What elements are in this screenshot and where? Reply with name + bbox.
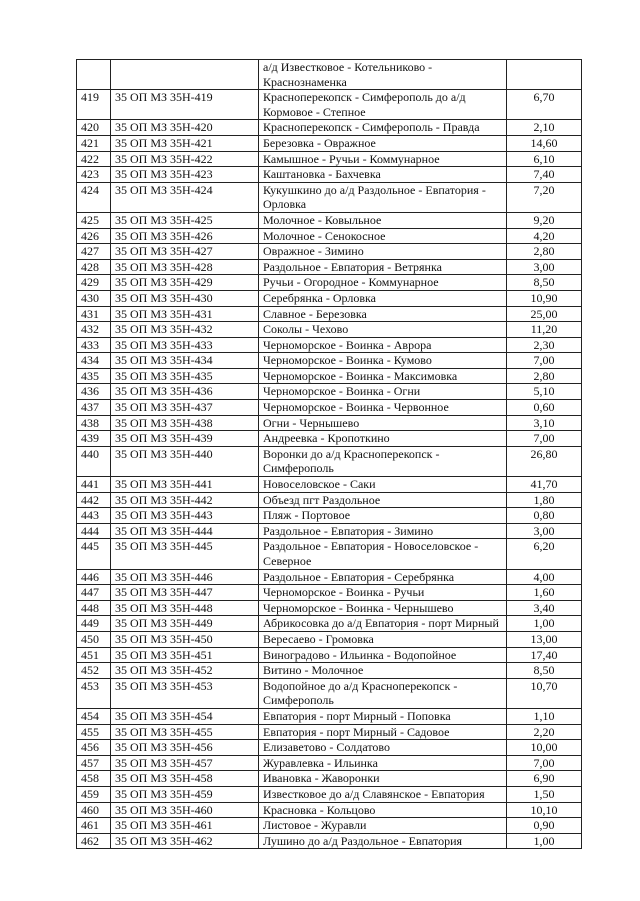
- road-name-cell: Виноградово - Ильинка - Водопойное: [259, 647, 507, 663]
- road-length-cell: 3,40: [507, 600, 582, 616]
- row-number-cell: 439: [77, 431, 111, 447]
- table-row: [77, 368, 582, 384]
- row-number-cell: 432: [77, 322, 111, 338]
- table-row: [77, 431, 582, 447]
- table-row: [77, 523, 582, 539]
- road-code-cell: 35 ОП МЗ 35Н-453: [111, 678, 259, 708]
- road-code-cell: 35 ОП МЗ 35Н-447: [111, 585, 259, 601]
- road-code-cell: 35 ОП МЗ 35Н-438: [111, 415, 259, 431]
- row-number-cell: 441: [77, 477, 111, 493]
- road-code-cell: 35 ОП МЗ 35Н-440: [111, 446, 259, 476]
- road-code-cell: 35 ОП МЗ 35Н-428: [111, 259, 259, 275]
- road-name-cell: Молочное - Сенокосное: [259, 228, 507, 244]
- row-number-cell: 425: [77, 212, 111, 228]
- road-name-cell: Новоселовское - Саки: [259, 477, 507, 493]
- table-row: [77, 90, 582, 120]
- road-code-cell: 35 ОП МЗ 35Н-451: [111, 647, 259, 663]
- road-length-cell: 10,70: [507, 678, 582, 708]
- row-number-cell: 440: [77, 446, 111, 476]
- road-length-cell: 5,10: [507, 384, 582, 400]
- table-row: [77, 477, 582, 493]
- row-number-cell: 457: [77, 755, 111, 771]
- road-length-cell: 10,10: [507, 802, 582, 818]
- road-length-cell: 8,50: [507, 275, 582, 291]
- table-row: [77, 337, 582, 353]
- table-row: [77, 135, 582, 151]
- row-number-cell: 454: [77, 708, 111, 724]
- table-row: [77, 616, 582, 632]
- row-number-cell: 447: [77, 585, 111, 601]
- table-row: [77, 384, 582, 400]
- road-name-cell: Черноморское - Воинка - Кумово: [259, 353, 507, 369]
- row-number-cell: 420: [77, 120, 111, 136]
- road-length-cell: 0,80: [507, 508, 582, 524]
- table-row: [77, 708, 582, 724]
- road-name-cell: Огни - Чернышево: [259, 415, 507, 431]
- table-row: [77, 647, 582, 663]
- table-row: [77, 569, 582, 585]
- table-row: [77, 818, 582, 834]
- road-code-cell: 35 ОП МЗ 35Н-431: [111, 306, 259, 322]
- row-number-cell: 434: [77, 353, 111, 369]
- road-name-cell: Красновка - Кольцово: [259, 802, 507, 818]
- road-name-cell: Серебрянка - Орловка: [259, 290, 507, 306]
- road-length-cell: 7,00: [507, 755, 582, 771]
- table-row: [77, 678, 582, 708]
- road-length-cell: 7,00: [507, 431, 582, 447]
- road-name-cell: Камышное - Ручьи - Коммунарное: [259, 151, 507, 167]
- table-row: [77, 446, 582, 476]
- road-length-cell: 4,00: [507, 569, 582, 585]
- road-code-cell: 35 ОП МЗ 35Н-426: [111, 228, 259, 244]
- row-number-cell: 455: [77, 724, 111, 740]
- row-number-cell: 453: [77, 678, 111, 708]
- table-row: [77, 182, 582, 212]
- table-row: [77, 275, 582, 291]
- row-number-cell: 450: [77, 631, 111, 647]
- road-code-cell: 35 ОП МЗ 35Н-445: [111, 539, 259, 569]
- row-number-cell: 445: [77, 539, 111, 569]
- row-number-cell: [77, 60, 111, 90]
- road-name-cell: Евпатория - порт Мирный - Поповка: [259, 708, 507, 724]
- road-name-cell: Журавлевка - Ильинка: [259, 755, 507, 771]
- road-length-cell: 0,60: [507, 400, 582, 416]
- row-number-cell: 446: [77, 569, 111, 585]
- table-row: [77, 539, 582, 569]
- row-number-cell: 436: [77, 384, 111, 400]
- road-name-cell: Черноморское - Воинка - Максимовка: [259, 368, 507, 384]
- road-name-cell: Листовое - Журавли: [259, 818, 507, 834]
- road-code-cell: 35 ОП МЗ 35Н-459: [111, 786, 259, 802]
- road-name-cell: Елизаветово - Солдатово: [259, 740, 507, 756]
- road-name-cell: Раздольное - Евпатория - Серебрянка: [259, 569, 507, 585]
- table-row: [77, 786, 582, 802]
- road-length-cell: 0,90: [507, 818, 582, 834]
- row-number-cell: 448: [77, 600, 111, 616]
- road-name-cell: Черноморское - Воинка - Червонное: [259, 400, 507, 416]
- road-code-cell: 35 ОП МЗ 35Н-437: [111, 400, 259, 416]
- road-length-cell: 1,00: [507, 616, 582, 632]
- road-name-cell: Объезд пгт Раздольное: [259, 492, 507, 508]
- table-row: [77, 400, 582, 416]
- table-row: [77, 663, 582, 679]
- road-code-cell: 35 ОП МЗ 35Н-455: [111, 724, 259, 740]
- road-name-cell: Ручьи - Огородное - Коммунарное: [259, 275, 507, 291]
- row-number-cell: 462: [77, 833, 111, 849]
- road-length-cell: 41,70: [507, 477, 582, 493]
- road-length-cell: 1,80: [507, 492, 582, 508]
- road-length-cell: 1,50: [507, 786, 582, 802]
- table-row: [77, 322, 582, 338]
- road-name-cell: Красноперекопск - Симферополь - Правда: [259, 120, 507, 136]
- row-number-cell: 437: [77, 400, 111, 416]
- table-row: [77, 353, 582, 369]
- road-length-cell: 3,10: [507, 415, 582, 431]
- row-number-cell: 428: [77, 259, 111, 275]
- road-code-cell: 35 ОП МЗ 35Н-456: [111, 740, 259, 756]
- road-length-cell: 8,50: [507, 663, 582, 679]
- road-name-cell: Черноморское - Воинка - Огни: [259, 384, 507, 400]
- row-number-cell: 429: [77, 275, 111, 291]
- road-length-cell: 7,40: [507, 167, 582, 183]
- road-name-cell: Вересаево - Громовка: [259, 631, 507, 647]
- road-code-cell: 35 ОП МЗ 35Н-450: [111, 631, 259, 647]
- row-number-cell: 442: [77, 492, 111, 508]
- row-number-cell: 456: [77, 740, 111, 756]
- table-row: [77, 167, 582, 183]
- road-code-cell: 35 ОП МЗ 35Н-432: [111, 322, 259, 338]
- row-number-cell: 460: [77, 802, 111, 818]
- table-row: [77, 415, 582, 431]
- road-length-cell: 6,90: [507, 771, 582, 787]
- road-length-cell: 2,10: [507, 120, 582, 136]
- road-code-cell: 35 ОП МЗ 35Н-443: [111, 508, 259, 524]
- road-name-cell: Красноперекопск - Симферополь до а/д Кормовое - Степное: [259, 90, 507, 120]
- road-code-cell: 35 ОП МЗ 35Н-461: [111, 818, 259, 834]
- road-length-cell: 26,80: [507, 446, 582, 476]
- road-code-cell: 35 ОП МЗ 35Н-419: [111, 90, 259, 120]
- row-number-cell: 449: [77, 616, 111, 632]
- road-name-cell: Лушино до а/д Раздольное - Евпатория: [259, 833, 507, 849]
- row-number-cell: 444: [77, 523, 111, 539]
- road-code-cell: 35 ОП МЗ 35Н-446: [111, 569, 259, 585]
- road-name-cell: Ивановка - Жаворонки: [259, 771, 507, 787]
- road-name-cell: Раздольное - Евпатория - Ветрянка: [259, 259, 507, 275]
- road-name-cell: Абрикосовка до а/д Евпатория - порт Мирный: [259, 616, 507, 632]
- road-code-cell: 35 ОП МЗ 35Н-424: [111, 182, 259, 212]
- road-length-cell: 9,20: [507, 212, 582, 228]
- row-number-cell: 435: [77, 368, 111, 384]
- table-row: [77, 212, 582, 228]
- row-number-cell: 424: [77, 182, 111, 212]
- road-length-cell: 14,60: [507, 135, 582, 151]
- road-code-cell: 35 ОП МЗ 35Н-433: [111, 337, 259, 353]
- road-name-cell: Известковое до а/д Славянское - Евпатория: [259, 786, 507, 802]
- road-code-cell: 35 ОП МЗ 35Н-430: [111, 290, 259, 306]
- row-number-cell: 423: [77, 167, 111, 183]
- road-name-cell: Молочное - Ковыльное: [259, 212, 507, 228]
- table-row: [77, 120, 582, 136]
- road-code-cell: 35 ОП МЗ 35Н-457: [111, 755, 259, 771]
- road-code-cell: 35 ОП МЗ 35Н-427: [111, 244, 259, 260]
- road-length-cell: 1,60: [507, 585, 582, 601]
- roads-table: [76, 59, 582, 849]
- road-length-cell: 6,10: [507, 151, 582, 167]
- road-length-cell: 1,10: [507, 708, 582, 724]
- road-length-cell: 3,00: [507, 523, 582, 539]
- road-length-cell: 4,20: [507, 228, 582, 244]
- road-code-cell: 35 ОП МЗ 35Н-439: [111, 431, 259, 447]
- road-name-cell: Соколы - Чехово: [259, 322, 507, 338]
- table-row: [77, 60, 582, 90]
- road-name-cell: Черноморское - Воинка - Аврора: [259, 337, 507, 353]
- road-code-cell: 35 ОП МЗ 35Н-452: [111, 663, 259, 679]
- road-length-cell: 3,00: [507, 259, 582, 275]
- table-row: [77, 740, 582, 756]
- table-row: [77, 631, 582, 647]
- road-name-cell: Черноморское - Воинка - Чернышево: [259, 600, 507, 616]
- road-length-cell: 1,00: [507, 833, 582, 849]
- road-code-cell: 35 ОП МЗ 35Н-454: [111, 708, 259, 724]
- road-length-cell: 13,00: [507, 631, 582, 647]
- row-number-cell: 452: [77, 663, 111, 679]
- road-code-cell: 35 ОП МЗ 35Н-442: [111, 492, 259, 508]
- table-row: [77, 802, 582, 818]
- row-number-cell: 422: [77, 151, 111, 167]
- road-name-cell: Витино - Молочное: [259, 663, 507, 679]
- road-code-cell: 35 ОП МЗ 35Н-423: [111, 167, 259, 183]
- roads-table-body: [77, 60, 582, 849]
- row-number-cell: 421: [77, 135, 111, 151]
- table-row: [77, 492, 582, 508]
- road-code-cell: 35 ОП МЗ 35Н-420: [111, 120, 259, 136]
- table-row: [77, 755, 582, 771]
- road-name-cell: Овражное - Зимино: [259, 244, 507, 260]
- road-code-cell: 35 ОП МЗ 35Н-449: [111, 616, 259, 632]
- road-name-cell: Андреевка - Кропоткино: [259, 431, 507, 447]
- table-row: [77, 585, 582, 601]
- road-code-cell: [111, 60, 259, 90]
- road-length-cell: 2,80: [507, 368, 582, 384]
- road-name-cell: Раздольное - Евпатория - Новоселовское - Северное: [259, 539, 507, 569]
- row-number-cell: 430: [77, 290, 111, 306]
- road-length-cell: 17,40: [507, 647, 582, 663]
- road-code-cell: 35 ОП МЗ 35Н-435: [111, 368, 259, 384]
- row-number-cell: 431: [77, 306, 111, 322]
- row-number-cell: 458: [77, 771, 111, 787]
- road-code-cell: 35 ОП МЗ 35Н-434: [111, 353, 259, 369]
- row-number-cell: 426: [77, 228, 111, 244]
- table-row: [77, 151, 582, 167]
- row-number-cell: 459: [77, 786, 111, 802]
- road-name-cell: Березовка - Овражное: [259, 135, 507, 151]
- road-code-cell: 35 ОП МЗ 35Н-444: [111, 523, 259, 539]
- row-number-cell: 433: [77, 337, 111, 353]
- road-length-cell: 10,00: [507, 740, 582, 756]
- road-length-cell: 11,20: [507, 322, 582, 338]
- road-code-cell: 35 ОП МЗ 35Н-462: [111, 833, 259, 849]
- road-code-cell: 35 ОП МЗ 35Н-441: [111, 477, 259, 493]
- table-row: [77, 508, 582, 524]
- road-name-cell: Воронки до а/д Красноперекопск - Симферополь: [259, 446, 507, 476]
- road-code-cell: 35 ОП МЗ 35Н-458: [111, 771, 259, 787]
- road-name-cell: Раздольное - Евпатория - Зимино: [259, 523, 507, 539]
- road-code-cell: 35 ОП МЗ 35Н-421: [111, 135, 259, 151]
- table-row: [77, 244, 582, 260]
- road-name-cell: Водопойное до а/д Красноперекопск - Симферополь: [259, 678, 507, 708]
- road-name-cell: Евпатория - порт Мирный - Садовое: [259, 724, 507, 740]
- row-number-cell: 427: [77, 244, 111, 260]
- road-code-cell: 35 ОП МЗ 35Н-425: [111, 212, 259, 228]
- row-number-cell: 419: [77, 90, 111, 120]
- road-length-cell: 7,00: [507, 353, 582, 369]
- row-number-cell: 451: [77, 647, 111, 663]
- table-row: [77, 833, 582, 849]
- road-length-cell: 2,20: [507, 724, 582, 740]
- road-name-cell: а/д Известковое - Котельниково - Краснознаменка: [259, 60, 507, 90]
- road-code-cell: 35 ОП МЗ 35Н-436: [111, 384, 259, 400]
- road-name-cell: Кукушкино до а/д Раздольное - Евпатория - Орловка: [259, 182, 507, 212]
- road-code-cell: 35 ОП МЗ 35Н-460: [111, 802, 259, 818]
- table-row: [77, 771, 582, 787]
- road-name-cell: Каштановка - Бахчевка: [259, 167, 507, 183]
- road-code-cell: 35 ОП МЗ 35Н-429: [111, 275, 259, 291]
- row-number-cell: 461: [77, 818, 111, 834]
- table-row: [77, 724, 582, 740]
- road-length-cell: 6,70: [507, 90, 582, 120]
- table-row: [77, 228, 582, 244]
- road-length-cell: 25,00: [507, 306, 582, 322]
- row-number-cell: 438: [77, 415, 111, 431]
- road-code-cell: 35 ОП МЗ 35Н-448: [111, 600, 259, 616]
- road-length-cell: [507, 60, 582, 90]
- table-row: [77, 306, 582, 322]
- table-row: [77, 290, 582, 306]
- road-name-cell: Славное - Березовка: [259, 306, 507, 322]
- row-number-cell: 443: [77, 508, 111, 524]
- road-length-cell: 6,20: [507, 539, 582, 569]
- table-row: [77, 600, 582, 616]
- table-row: [77, 259, 582, 275]
- road-length-cell: 2,80: [507, 244, 582, 260]
- road-name-cell: Пляж - Портовое: [259, 508, 507, 524]
- road-name-cell: Черноморское - Воинка - Ручьи: [259, 585, 507, 601]
- road-code-cell: 35 ОП МЗ 35Н-422: [111, 151, 259, 167]
- road-length-cell: 7,20: [507, 182, 582, 212]
- road-length-cell: 10,90: [507, 290, 582, 306]
- road-length-cell: 2,30: [507, 337, 582, 353]
